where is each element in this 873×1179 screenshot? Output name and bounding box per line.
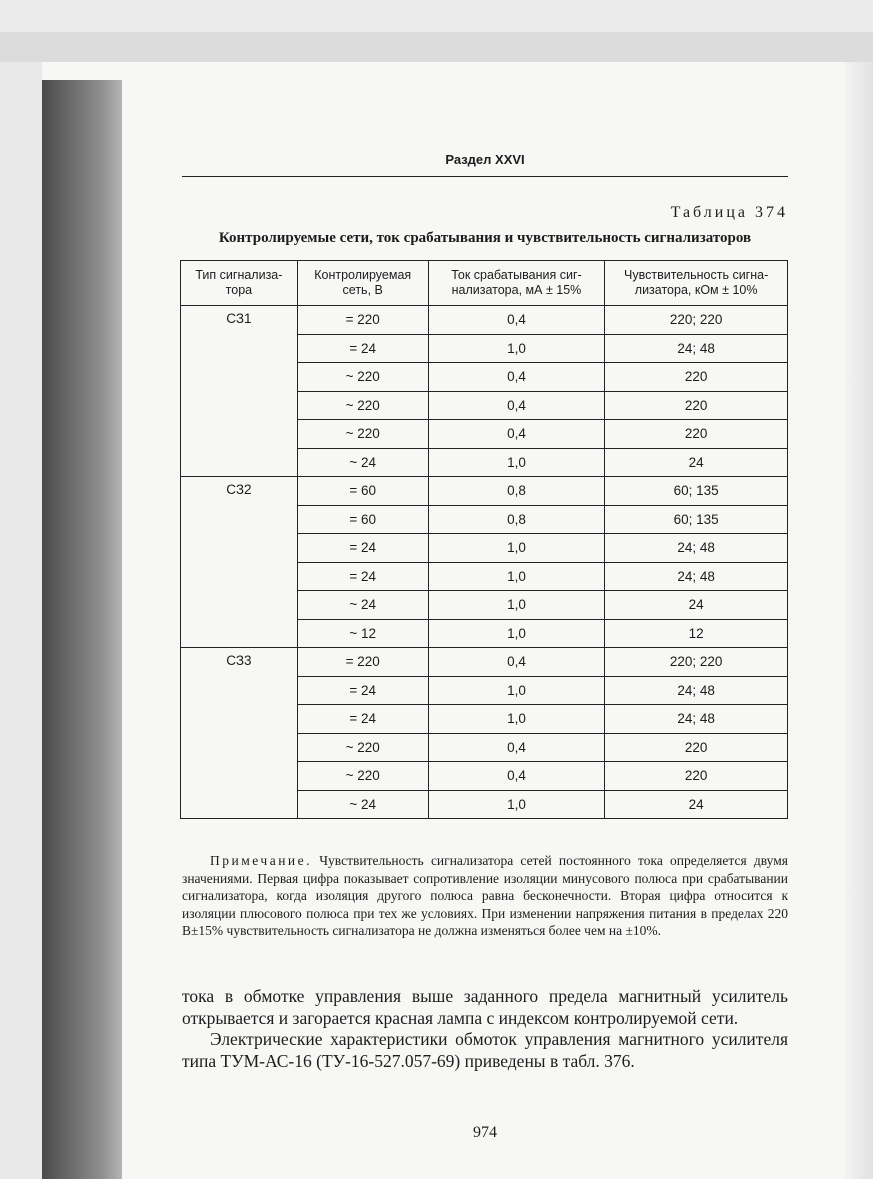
- cell-current: 1,0: [428, 676, 605, 705]
- page-edge-shadow: [845, 62, 873, 1179]
- cell-network: ~ 24: [297, 448, 428, 477]
- table-number: Таблица 374: [670, 204, 788, 221]
- cell-sensitivity: 24; 48: [605, 676, 788, 705]
- scan-top-margin: [0, 0, 873, 32]
- cell-network: ~ 220: [297, 391, 428, 420]
- cell-sensitivity: 24; 48: [605, 334, 788, 363]
- book-spine-shadow: [42, 80, 122, 1179]
- note-label: Примечание.: [210, 853, 313, 868]
- table-body: [181, 306, 788, 819]
- page-number: 974: [473, 1124, 497, 1141]
- cell-sensitivity: 60; 135: [605, 477, 788, 506]
- cell-current: 1,0: [428, 790, 605, 819]
- table-caption: Контролируемые сети, ток срабатывания и чувствительность сигнализаторов: [218, 230, 752, 246]
- cell-sensitivity: 24; 48: [605, 705, 788, 734]
- data-table: [180, 260, 788, 819]
- cell-current: 0,8: [428, 505, 605, 534]
- cell-sensitivity: 24: [605, 448, 788, 477]
- cell-current: 1,0: [428, 448, 605, 477]
- cell-current: 0,4: [428, 733, 605, 762]
- table-header-row: [181, 261, 788, 306]
- body-text: [182, 986, 788, 1072]
- cell-sensitivity: 220: [605, 363, 788, 392]
- cell-network: ~ 220: [297, 762, 428, 791]
- cell-network: ~ 24: [297, 591, 428, 620]
- cell-type: СЗ1: [181, 306, 298, 477]
- cell-network: = 220: [297, 648, 428, 677]
- cell-current: 1,0: [428, 705, 605, 734]
- cell-current: 0,4: [428, 648, 605, 677]
- scan-top-shadow: [0, 32, 873, 62]
- table-row: [181, 477, 788, 506]
- cell-sensitivity: 220: [605, 762, 788, 791]
- cell-current: 0,4: [428, 363, 605, 392]
- header-current: Ток срабатывания сиг- нализатора, мА ± 15%: [428, 261, 605, 306]
- cell-sensitivity: 220; 220: [605, 648, 788, 677]
- cell-type: СЗ2: [181, 477, 298, 648]
- cell-current: 0,8: [428, 477, 605, 506]
- note-text: Чувствительность сигнализатора сетей постоянного тока определяется двумя значениями. Первая цифра показывает сопротивление изоляции минусового полюса при срабатывании сигнализатора, когда изоляция другого полюса равна бесконечности. Вторая цифра относится к изоляции плюсового полюса при тех же условиях. При изменении напряжения питания в пределах 220 В±15% чувствительность сигнализатора не должна изменяться более чем на ±10%.: [182, 853, 788, 938]
- cell-network: = 24: [297, 534, 428, 563]
- cell-network: ~ 220: [297, 733, 428, 762]
- cell-sensitivity: 220: [605, 420, 788, 449]
- running-head: Раздел XXVI: [445, 152, 525, 167]
- cell-network: = 24: [297, 334, 428, 363]
- cell-current: 0,4: [428, 762, 605, 791]
- cell-sensitivity: 24; 48: [605, 562, 788, 591]
- cell-current: 0,4: [428, 420, 605, 449]
- cell-network: ~ 220: [297, 420, 428, 449]
- cell-current: 1,0: [428, 334, 605, 363]
- cell-network: ~ 24: [297, 790, 428, 819]
- cell-current: 1,0: [428, 562, 605, 591]
- cell-current: 0,4: [428, 391, 605, 420]
- cell-type: СЗ3: [181, 648, 298, 819]
- header-sensitivity: Чувствительность сигна- лизатора, кОм ± 10%: [605, 261, 788, 306]
- cell-sensitivity: 24: [605, 591, 788, 620]
- cell-network: ~ 12: [297, 619, 428, 648]
- table-note: [182, 852, 788, 940]
- cell-sensitivity: 60; 135: [605, 505, 788, 534]
- cell-sensitivity: 24; 48: [605, 534, 788, 563]
- header-rule: [182, 176, 788, 177]
- header-type: Тип сигнализа- тора: [181, 261, 298, 306]
- cell-sensitivity: 220; 220: [605, 306, 788, 335]
- cell-sensitivity: 220: [605, 391, 788, 420]
- cell-network: = 220: [297, 306, 428, 335]
- header-network: Контролируемая сеть, В: [297, 261, 428, 306]
- cell-current: 1,0: [428, 619, 605, 648]
- cell-network: ~ 220: [297, 363, 428, 392]
- cell-network: = 24: [297, 705, 428, 734]
- cell-current: 1,0: [428, 591, 605, 620]
- cell-sensitivity: 220: [605, 733, 788, 762]
- cell-network: = 24: [297, 562, 428, 591]
- cell-network: = 24: [297, 676, 428, 705]
- cell-network: = 60: [297, 477, 428, 506]
- table-row: [181, 306, 788, 335]
- cell-current: 1,0: [428, 534, 605, 563]
- cell-sensitivity: 24: [605, 790, 788, 819]
- cell-sensitivity: 12: [605, 619, 788, 648]
- cell-network: = 60: [297, 505, 428, 534]
- paragraph: Электрические характеристики обмоток управления магнитного усилителя типа ТУМ-АС-16 (ТУ-16-527.057-69) приведены в табл. 376.: [182, 1029, 788, 1071]
- paragraph: тока в обмотке управления выше заданного предела магнитный усилитель открывается и загорается красная лампа с индексом контролируемой сети.: [182, 986, 788, 1028]
- table-row: [181, 648, 788, 677]
- cell-current: 0,4: [428, 306, 605, 335]
